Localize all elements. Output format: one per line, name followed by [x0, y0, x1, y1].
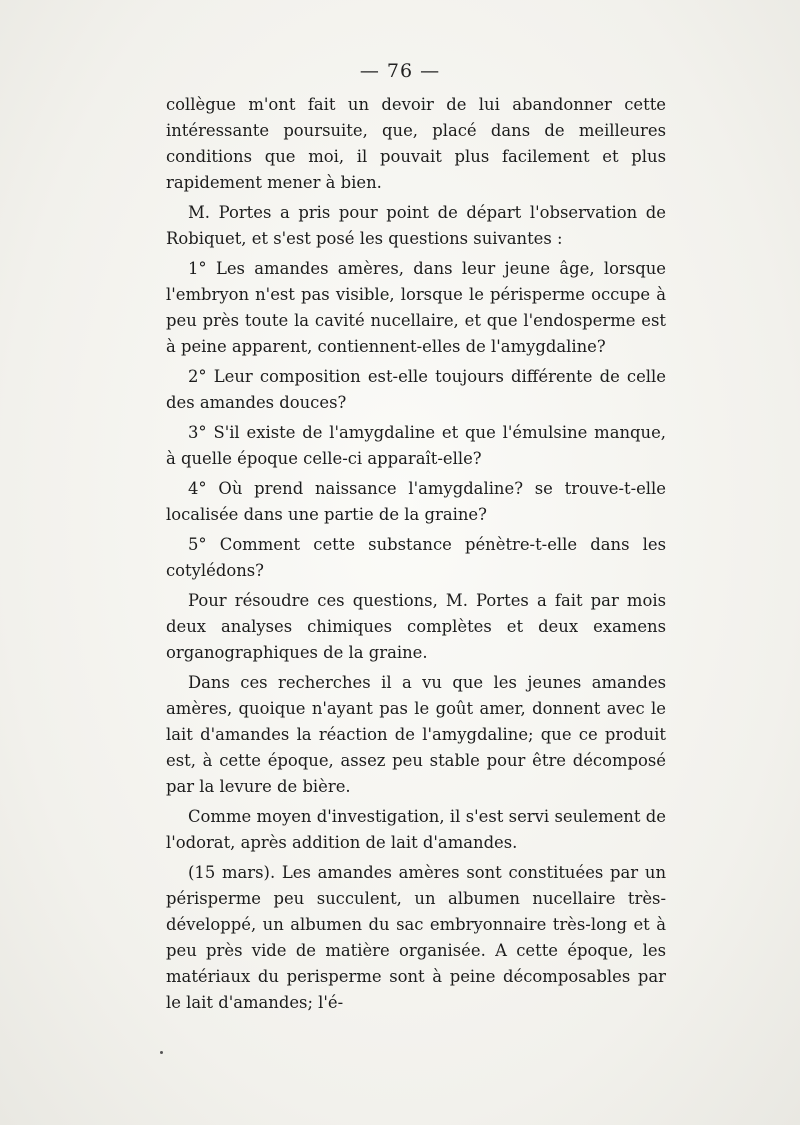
- question-3: 3° S'il existe de l'amygdaline et que l'émulsine manque, à quelle époque celle-ci apparaît-elle?: [166, 423, 666, 468]
- question-5: 5° Comment cette substance pénètre-t-elle dans les cotylédons?: [166, 535, 666, 580]
- question-1: 1° Les amandes amères, dans leur jeune âge, lorsque l'embryon n'est pas visible, lorsque le périsperme occupe à peu près toute la cavité nucellaire, et que l'endosperme est à peine apparent, contiennent-elles de l'amygdaline?: [166, 259, 666, 356]
- page-number: — 76 —: [359, 60, 441, 82]
- paragraph-investigation: Comme moyen d'investigation, il s'est servi seulement de l'odorat, après addition de lait d'amandes.: [166, 807, 666, 852]
- paragraph-method: Pour résoudre ces questions, M. Portes a fait par mois deux analyses chimiques complètes et deux examens organographiques de la graine.: [166, 591, 666, 662]
- question-2: 2° Leur composition est-elle toujours différente de celle des amandes douces?: [166, 367, 666, 412]
- ink-speck: [160, 1051, 163, 1054]
- paragraph-march-15: (15 mars). Les amandes amères sont constituées par un périsperme peu succulent, un albumen nucellaire très-développé, un albumen du sac embryonnaire très-long et à peu près vide de matière organisée. A cette époque, les matériaux du perisperme sont à peine décomposables par le lait d'amandes; l'é-: [166, 863, 666, 1012]
- paragraph-findings: Dans ces recherches il a vu que les jeunes amandes amères, quoique n'ayant pas le goût amer, donnent avec le lait d'amandes la réaction de l'amygdaline; que ce produit est, à cette époque, assez peu stable pour être décomposé par la levure de bière.: [166, 673, 666, 796]
- paragraph-continuation: collègue m'ont fait un devoir de lui abandonner cette intéressante poursuite, que, placé dans de meilleures conditions que moi, il pouvait plus facilement et plus rapidement mener à bien.: [166, 95, 666, 192]
- paragraph-robiquet: M. Portes a pris pour point de départ l'observation de Robiquet, et s'est posé les questions suivantes :: [166, 203, 666, 248]
- question-4: 4° Où prend naissance l'amygdaline? se trouve-t-elle localisée dans une partie de la graine?: [166, 479, 666, 524]
- body-text: [166, 92, 666, 1020]
